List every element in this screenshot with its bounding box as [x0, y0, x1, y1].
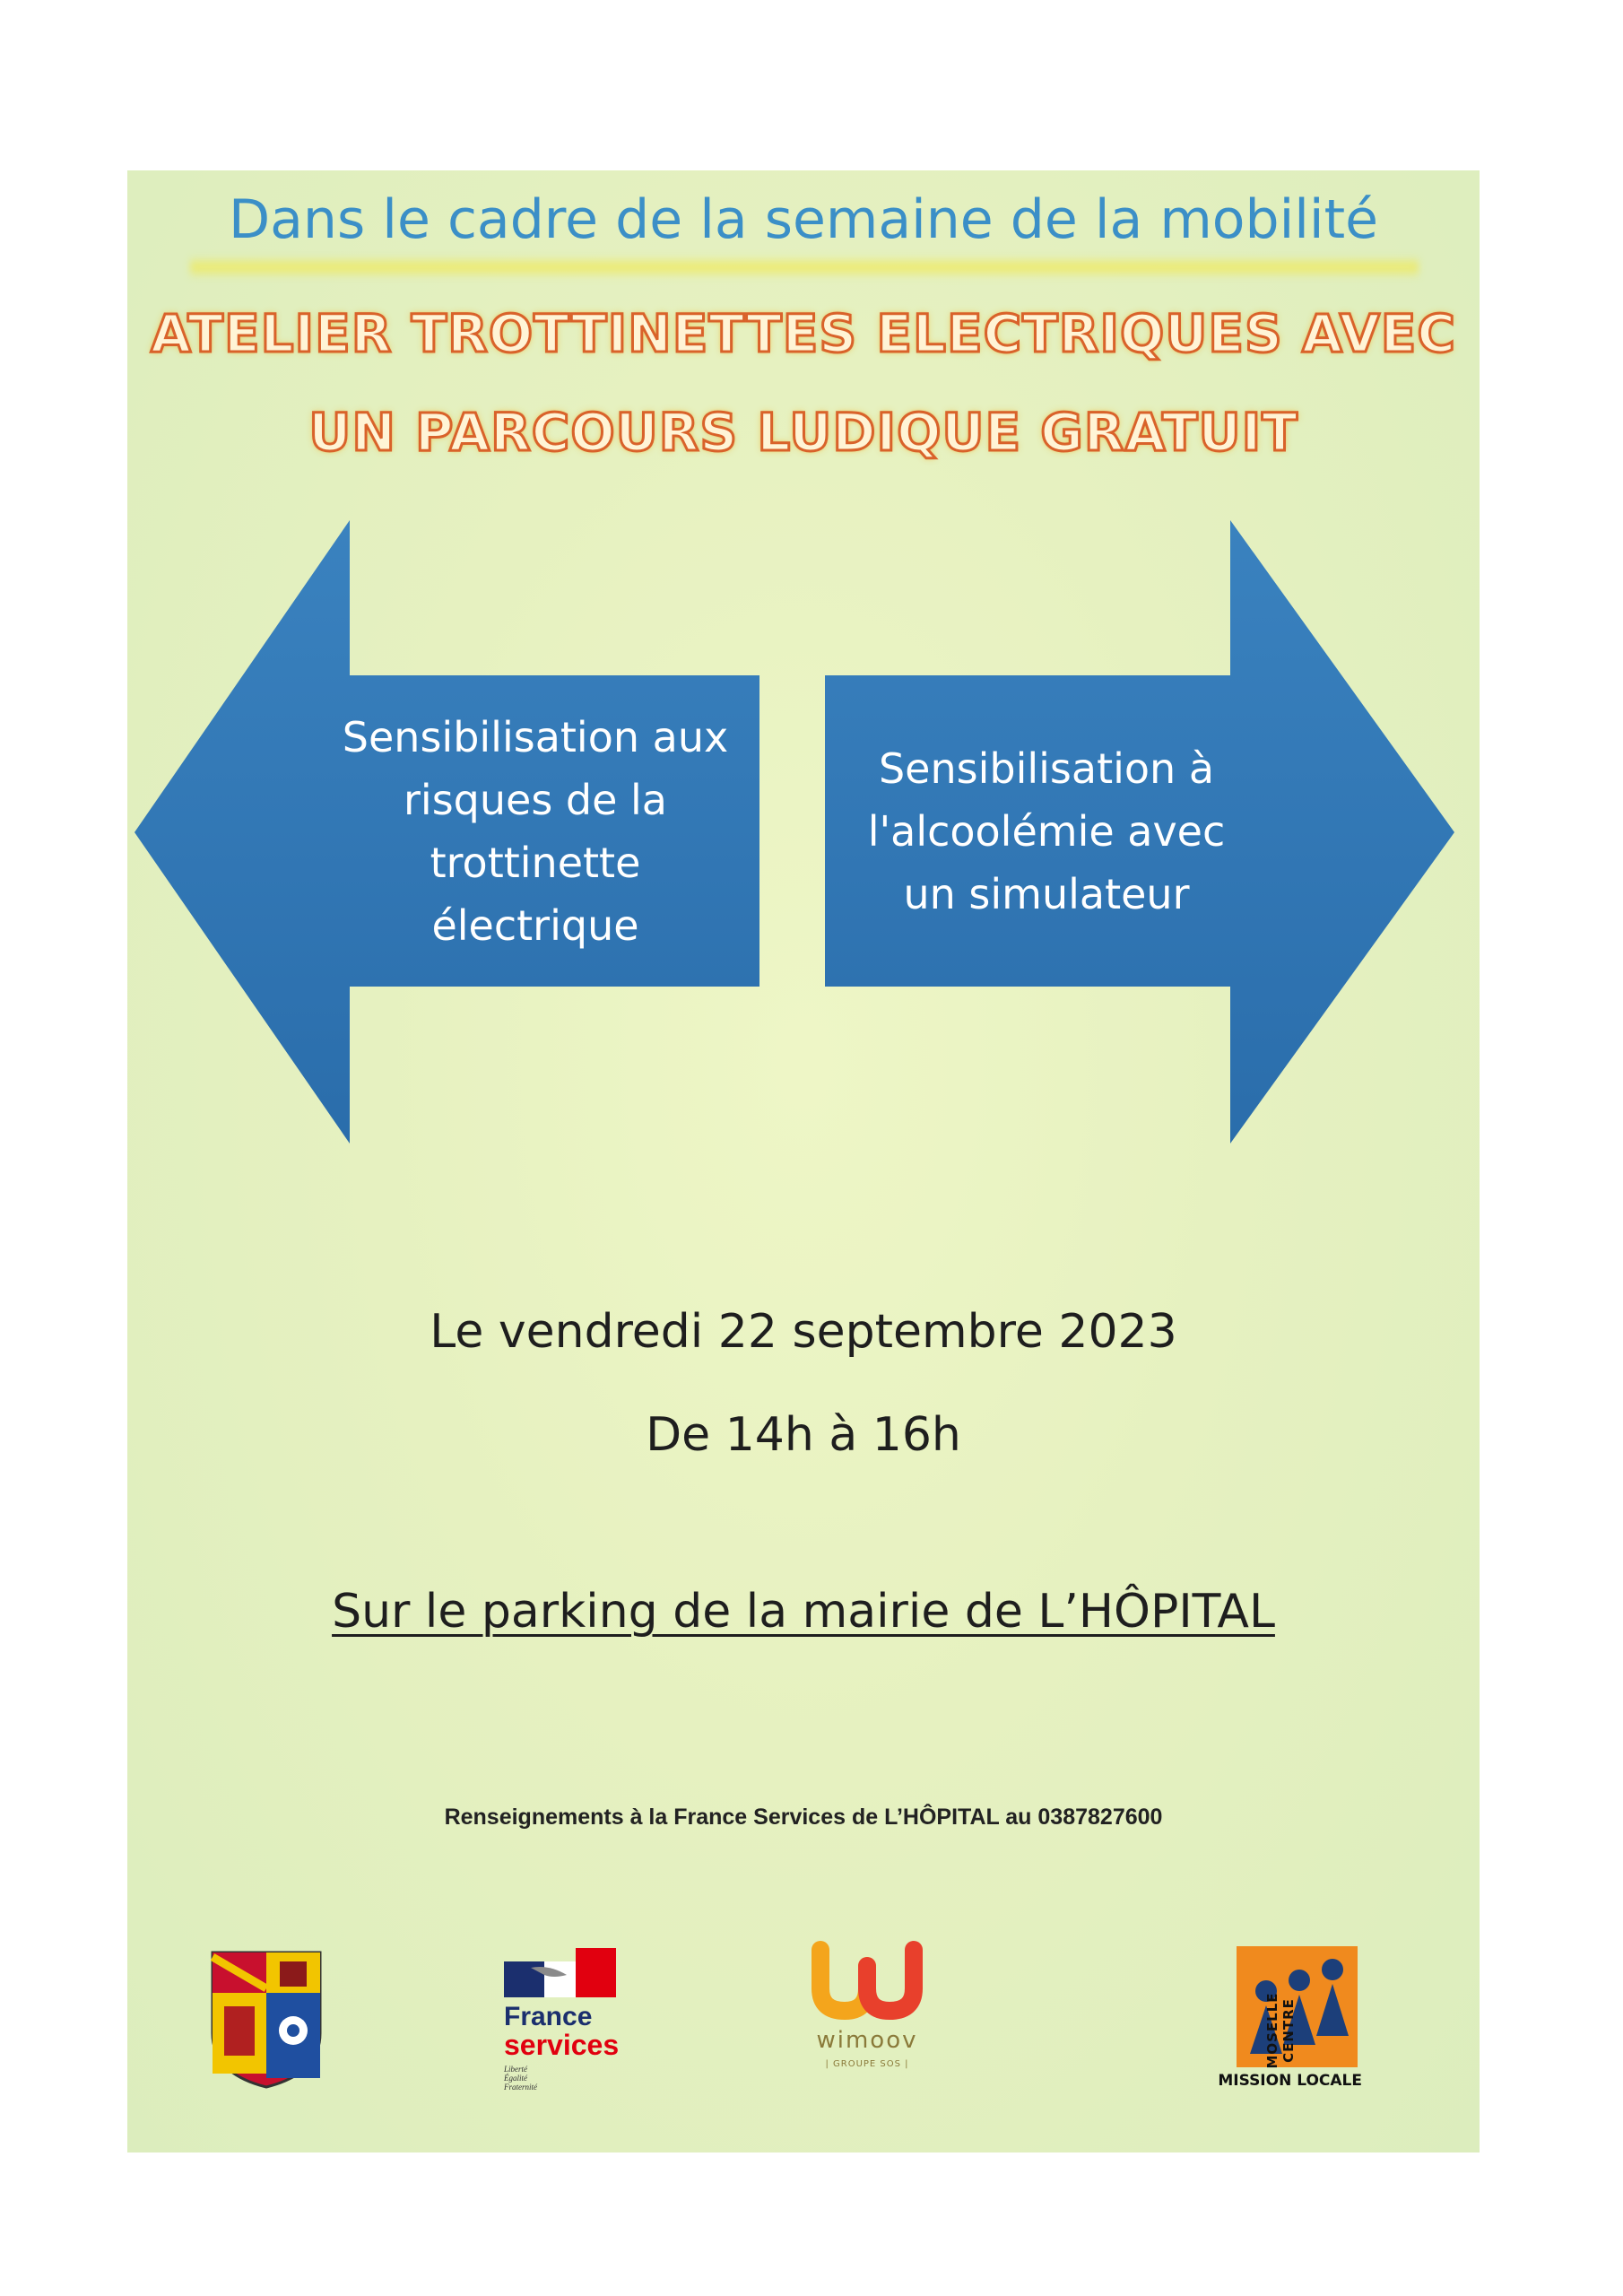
france-services-word2: services — [504, 2029, 620, 2061]
coat-of-arms-icon — [208, 1948, 325, 2092]
france-services-motto — [504, 2065, 558, 2092]
left-arrow-line: risques de la — [404, 776, 667, 824]
motto-line: Liberté — [504, 2065, 527, 2074]
event-time: De 14h à 16h — [646, 1408, 961, 1462]
left-arrow-line: Sensibilisation aux — [342, 713, 729, 761]
wimoov-subtitle: | GROUPE SOS | — [825, 2059, 909, 2069]
mission-locale-logo — [1214, 1946, 1362, 2092]
mission-locale-vertical-text: MOSELLE CENTRE — [1264, 1992, 1297, 2069]
france-services-word1: France — [504, 2002, 593, 2031]
headline-line-2: UN PARCOURS LUDIQUE GRATUIT — [308, 402, 1298, 463]
motto-line: Égalité — [504, 2074, 527, 2083]
poster — [127, 170, 1480, 2152]
wimoov-name: wimoov — [816, 2027, 918, 2054]
right-arrow-line: un simulateur — [903, 870, 1190, 918]
arrows-graphic — [127, 170, 1480, 2152]
right-arrow-line: Sensibilisation à — [878, 744, 1215, 793]
mission-locale-bottom-text: MISSION LOCALE — [1218, 2072, 1362, 2090]
left-arrow-line: électrique — [431, 901, 639, 950]
france-services-logo — [504, 1948, 647, 2100]
motto-line: Fraternité — [504, 2083, 537, 2092]
left-arrow-text — [271, 706, 800, 957]
contact-info: Renseignements à la France Services de L’HÔPITAL au 0387827600 — [444, 1805, 1163, 1830]
event-date: Le vendredi 22 septembre 2023 — [430, 1305, 1177, 1359]
left-arrow-line: trottinette — [430, 839, 641, 887]
right-arrow-line: l'alcoolémie avec — [867, 807, 1226, 856]
intro-heading: Dans le cadre de la semaine de la mobilité — [228, 188, 1379, 251]
wimoov-w-icon — [795, 1939, 939, 2024]
wimoov-logo — [795, 1939, 939, 2083]
event-venue: Sur le parking de la mairie de L’HÔPITAL — [332, 1585, 1275, 1639]
marianne-flag-icon — [504, 1948, 629, 1997]
headline-line-1: ATELIER TROTTINETTES ELECTRIQUES AVEC — [151, 303, 1456, 364]
right-arrow-text — [836, 737, 1257, 926]
